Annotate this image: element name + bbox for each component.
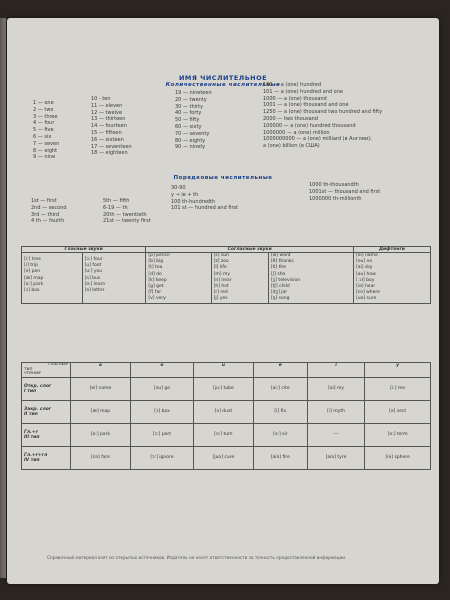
- list-item: [i] trip: [24, 263, 38, 269]
- list-item: [ʃ] she: [270, 271, 286, 277]
- table-cell: [ei] name: [71, 377, 131, 400]
- list-item: [ai] sky: [355, 265, 373, 271]
- list-item: 30 — thirty: [175, 103, 204, 110]
- list-item: 1001 — a (one) thousand and one: [263, 102, 349, 109]
- list-item: [m] my: [213, 271, 230, 277]
- table-cell: [juə] cure: [194, 446, 254, 469]
- list-item: 1000000 — a (one) million: [263, 129, 330, 136]
- list-item: [p] pencil: [148, 253, 170, 258]
- list-item: [u:] you: [84, 269, 103, 275]
- vowels-header: Гласные звуки: [22, 247, 146, 253]
- list-item: [ə:] learn: [84, 281, 106, 287]
- list-item: [əu] no: [355, 259, 373, 265]
- reading-type-label: Откр. слог I тип: [22, 377, 71, 400]
- list-item: 16 — sixteen: [91, 136, 124, 143]
- table-cell: [ə:] tum: [194, 423, 254, 446]
- list-item: [n] near: [213, 277, 232, 283]
- list-item: 1001st — thousand and first: [309, 188, 381, 195]
- vowel-letter-header: i: [307, 363, 365, 378]
- list-item: [a:] park: [24, 281, 44, 287]
- list-item: 1 — one: [33, 100, 54, 106]
- consonants-col-c: [268, 253, 353, 304]
- page-title: ИМЯ ЧИСЛИТЕЛЬНОЕ: [178, 74, 268, 82]
- vowel-reading-table: [21, 362, 431, 470]
- list-item: [l] life: [213, 265, 227, 271]
- table-row: [22, 423, 431, 446]
- list-item: [dʒ] jar: [270, 290, 288, 296]
- table-cell: [aiə] tyre: [307, 446, 365, 469]
- list-item: 17 — seventeen: [91, 143, 132, 150]
- list-item: 90 — ninety: [175, 144, 206, 151]
- cardinal-col-1: [33, 100, 59, 161]
- list-item: 19 — nineteen: [175, 90, 212, 96]
- table-cell: [ʌ] dust: [194, 400, 254, 423]
- list-item: [ð] the: [270, 265, 286, 271]
- footer-disclaimer: Справочный материал взят из открытых источников. Издатель не несет ответственности за точность предоставленной информации.: [47, 555, 347, 560]
- table-cell: [ɔ] box: [130, 400, 193, 423]
- table-cell: [ai] my: [307, 377, 365, 400]
- list-item: [w] want: [270, 253, 291, 258]
- list-item: [r] red: [213, 290, 228, 296]
- table-cell: [i] myth: [307, 400, 365, 423]
- consonants-col-b: [211, 253, 268, 304]
- list-item: 1250 — a (one) thousand two hundred and fifty: [263, 109, 383, 116]
- table-cell: [aiə] fire: [253, 446, 307, 469]
- list-item: [j] yes: [213, 296, 228, 302]
- list-item: 60 — sixty: [175, 123, 202, 130]
- list-item: 20 — twenty: [175, 96, 207, 103]
- reading-type-label: Гл.+r+гл IV тип: [22, 446, 71, 469]
- list-item: [ɔ:] four: [84, 257, 103, 262]
- list-item: [d] do: [148, 271, 162, 277]
- cardinal-col-3: [175, 90, 212, 151]
- list-item: [ʒ] television: [270, 277, 301, 283]
- list-item: 100000 — a (one) hundred thousand: [263, 122, 356, 129]
- list-item: [θ] thanks: [270, 259, 294, 265]
- notebook-binding: [0, 18, 6, 578]
- diphthongs-col: [353, 253, 430, 304]
- list-item: 100 — a (one) hundred: [263, 82, 322, 88]
- cardinal-col-4: [263, 82, 382, 150]
- table-cell: [ju:] tube: [194, 377, 254, 400]
- sounds-table: [21, 246, 431, 304]
- reference-page: [7, 18, 439, 584]
- table-cell: [iə] sphere: [365, 446, 431, 469]
- list-item: [u] foot: [84, 263, 102, 269]
- vowel-letter-header: y: [365, 363, 431, 378]
- list-item: 40 — forty: [175, 110, 202, 117]
- diphthongs-header: Дифтонги: [353, 247, 430, 253]
- list-item: [ʌ] bus: [84, 275, 101, 281]
- list-item: [h] hot: [213, 284, 229, 290]
- list-item: 7 — seven: [33, 140, 60, 147]
- list-item: [g] get: [148, 284, 164, 290]
- list-item: [ŋ] song: [270, 296, 290, 302]
- list-item: 5 — five: [33, 127, 54, 134]
- list-item: 2nd — second: [31, 204, 67, 211]
- list-item: 1st — first: [31, 198, 57, 204]
- table-cell: [i] fix: [253, 400, 307, 423]
- list-item: [k] keep: [148, 277, 167, 283]
- list-item: [t] tea: [148, 265, 163, 271]
- list-item: 101 — a (one) hundred and one: [263, 88, 343, 95]
- list-item: [e] pen: [24, 269, 41, 275]
- list-item: 20th — twentieth: [103, 211, 147, 218]
- list-item: 12 — twelve: [91, 109, 123, 116]
- list-item: 5th — fifth: [103, 198, 130, 204]
- list-item: [au] how: [355, 271, 376, 277]
- list-item: 4 — four: [33, 120, 55, 127]
- list-item: 2000 — two thousand: [263, 115, 318, 122]
- cardinal-col-2: [91, 96, 132, 157]
- vowel-letter-header: u: [194, 363, 254, 378]
- table-row: [22, 400, 431, 423]
- consonants-col-a: [146, 253, 211, 304]
- ordinal-heading: Порядковые числительные: [173, 175, 273, 181]
- list-item: 15 — fifteen: [91, 129, 122, 136]
- vowel-letter-header: a: [71, 363, 131, 378]
- table-row: [22, 446, 431, 469]
- list-item: a (one) billion (в США): [263, 143, 320, 150]
- vowels-col-b: [82, 253, 146, 304]
- list-item: [ə] letter: [84, 288, 105, 294]
- list-item: [uə] sure: [355, 296, 377, 302]
- list-item: y → ie + th: [171, 191, 199, 198]
- ordinal-col-3: [171, 185, 238, 212]
- table-row: [22, 377, 431, 400]
- table-cell: [ai:] cite: [253, 377, 307, 400]
- list-item: 1000000 th-millionth: [309, 195, 362, 202]
- reading-type-label: Закр. слог II тип: [22, 400, 71, 423]
- list-item: 21st — twenty first: [103, 218, 151, 225]
- table-cell: [ɔ:] ignore: [130, 446, 193, 469]
- table-cell: [εə] fare: [71, 446, 131, 469]
- ordinal-col-1: [31, 198, 67, 225]
- list-item: [iə] hear: [355, 284, 376, 290]
- list-item: [b] big: [148, 259, 164, 265]
- table-cell: [i:] me: [365, 377, 431, 400]
- list-item: 3 — three: [33, 113, 58, 120]
- list-item: 9 — nine: [33, 154, 56, 161]
- list-item: [ ɔi] boy: [355, 277, 375, 283]
- list-item: 8 — eight: [33, 147, 58, 154]
- ordinal-col-4: [309, 182, 380, 202]
- table-cell: [e] sect: [365, 400, 431, 423]
- consonants-header: Согласные звуки: [146, 247, 354, 253]
- vowels-col-a: [22, 253, 83, 304]
- list-item: [tʃ] child: [270, 284, 290, 290]
- vowel-letter-header: o: [130, 363, 193, 378]
- table-cell: [əu] go: [130, 377, 193, 400]
- table-cell: [ə:] term: [365, 423, 431, 446]
- list-item: [i:] tree: [24, 257, 41, 262]
- list-item: 14 — fourteen: [91, 123, 127, 130]
- vowel-letter-header: e: [253, 363, 307, 378]
- corner-cell: гласные тип чтения: [22, 363, 71, 378]
- list-item: 30-90: [171, 185, 186, 191]
- list-item: 10 - ten: [91, 96, 111, 102]
- list-item: [ei] name: [355, 253, 378, 258]
- list-item: 50 — fifty: [175, 117, 200, 124]
- list-item: [εə] where: [355, 290, 380, 296]
- list-item: 1000 — a (one) thousand: [263, 95, 327, 102]
- list-item: 13 — thirteen: [91, 116, 126, 123]
- list-item: 3rd — third: [31, 211, 60, 218]
- reading-type-label: Гл.+r III тип: [22, 423, 71, 446]
- list-item: [s] sun: [213, 253, 229, 258]
- ordinal-col-2: [103, 198, 151, 225]
- list-item: [ɔ] box: [24, 288, 40, 294]
- list-item: 11 — eleven: [91, 102, 123, 109]
- table-cell: [ɔ:] port: [130, 423, 193, 446]
- list-item: 6 — six: [33, 133, 52, 140]
- table-cell: [ə:] sir: [253, 423, 307, 446]
- list-item: [f] far: [148, 290, 162, 296]
- list-item: 4 th — fourth: [31, 218, 65, 225]
- list-item: 70 — seventy: [175, 130, 210, 137]
- list-item: 1000000000 — a (one) milliard (в Англии);: [263, 136, 372, 143]
- list-item: 80 — eighty: [175, 137, 206, 144]
- list-item: [z] zoo: [213, 259, 229, 265]
- list-item: [v] very: [148, 296, 166, 302]
- list-item: 101 st — hundred and first: [171, 205, 239, 212]
- table-cell: —: [307, 423, 365, 446]
- list-item: 18 — eighteen: [91, 150, 128, 157]
- cardinal-heading: Количественные числительные: [165, 82, 281, 88]
- list-item: 6-19 — th: [103, 204, 128, 211]
- list-item: 2 — two: [33, 106, 54, 113]
- table-cell: [a:] park: [71, 423, 131, 446]
- list-item: 1000 th-thousandth: [309, 182, 359, 188]
- list-item: [æ] map: [24, 275, 44, 281]
- table-cell: [æ] map: [71, 400, 131, 423]
- list-item: 100 th-hundredth: [171, 198, 216, 205]
